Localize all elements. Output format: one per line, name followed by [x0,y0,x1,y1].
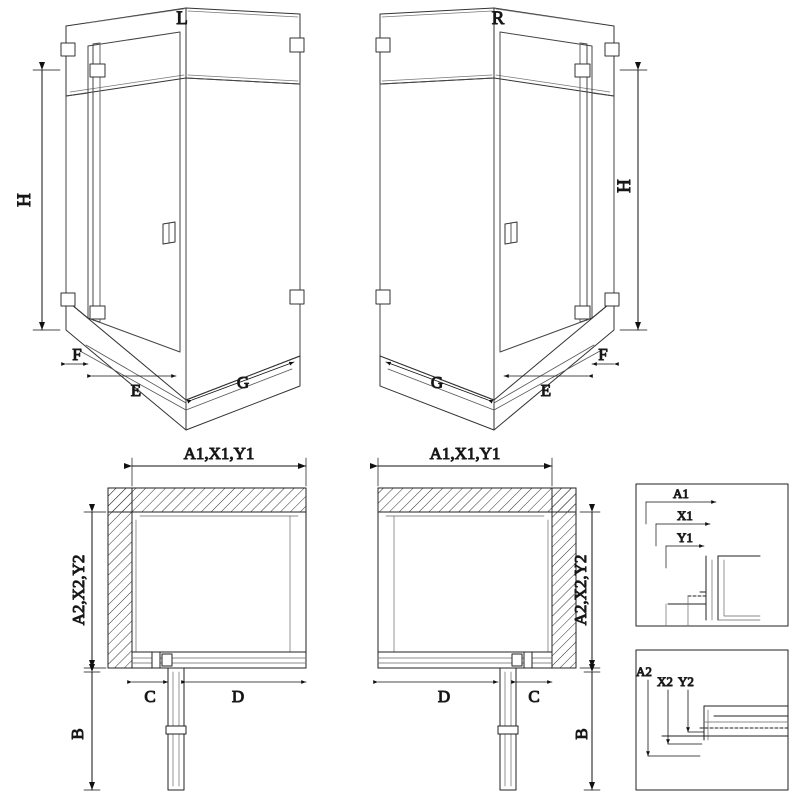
dim-label-B-left: B [68,728,87,740]
iso-view-right [376,8,647,430]
dim-label-C-right: C [528,687,540,706]
dim-label-H-left: H [14,193,35,207]
dim-label-A1X1Y1-left: A1,X1,Y1 [183,444,255,463]
dim-label-F-left: F [72,345,82,364]
dim-label-A2X2Y2-left: A2,X2,Y2 [69,554,88,626]
dim-label-D-right: D [437,687,451,706]
dim-label-Y2-detail: Y2 [678,674,694,689]
dim-label-E-right: E [540,381,552,400]
dim-label-X2-detail: X2 [657,674,673,689]
view-label-R: R [491,8,505,29]
detail-view-bottom [636,650,788,790]
dim-label-C-left: C [144,687,156,706]
iso-view-left [14,8,304,430]
dim-label-A1X1Y1-right: A1,X1,Y1 [429,444,501,463]
view-label-L: L [176,8,188,29]
dim-label-E-left: E [130,381,142,400]
dim-label-D-left: D [231,687,245,706]
dim-label-F-right: F [598,345,608,364]
detail-view-top [636,484,788,626]
dim-label-A2-detail: A2 [636,664,652,679]
dim-label-Y1-detail: Y1 [677,530,693,545]
dim-label-G-left: G [236,373,250,392]
dim-label-A2X2Y2-right: A2,X2,Y2 [571,554,590,626]
dim-label-X1-detail: X1 [677,508,693,523]
dim-label-G-right: G [430,373,444,392]
plan-view-left [68,444,306,790]
dim-label-B-right: B [572,728,591,740]
dim-label-A1-detail: A1 [673,486,689,501]
plan-view-right [378,444,600,790]
dim-label-H-right: H [614,179,635,193]
